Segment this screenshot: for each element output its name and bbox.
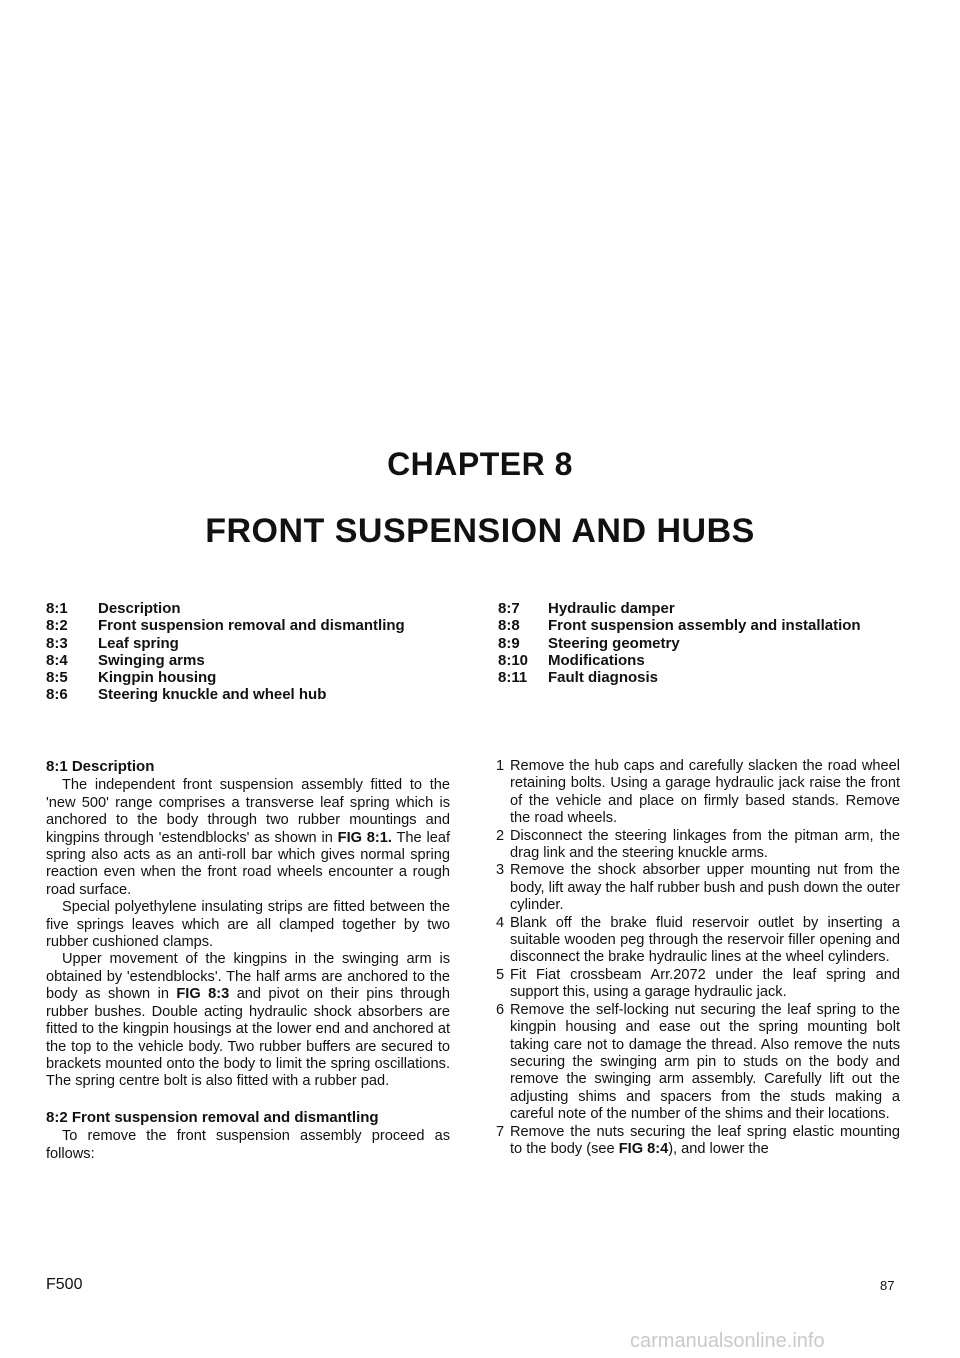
figure-reference: FIG 8:4 <box>618 1140 669 1157</box>
figure-reference: FIG 8:1. <box>337 829 392 846</box>
page-number: 87 <box>880 1278 895 1293</box>
section-spacer <box>46 1091 450 1109</box>
toc-item <box>498 652 918 669</box>
step-text: Remove the self-locking nut securing the leaf spring to the kingpin housing and ease out the spring mounting bolt taking care not to damage the thread. Also remove the nuts securing the swinging arm pin to studs on the body and remove the swinging arm assembly. Carefully lift out the adjusting shims and spacers from the studs making a careful note of the number of the shims and their locations. <box>510 1001 900 1123</box>
section-heading-description: 8:1 Description <box>46 758 155 775</box>
removal-intro-paragraph: To remove the front suspension assembly proceed as follows: <box>46 1128 450 1162</box>
step-text: Disconnect the steering linkages from the pitman arm, the drag link and the steering knuckle arms. <box>510 827 900 862</box>
step-number: 6 <box>496 1001 505 1018</box>
toc-item <box>46 635 466 652</box>
description-paragraph-3 <box>46 951 450 1090</box>
removal-step <box>496 862 900 914</box>
watermark-text: carmanualsonline.info <box>630 1330 825 1352</box>
toc-item-title: Leaf spring <box>98 634 179 652</box>
toc-item <box>46 600 466 617</box>
removal-step <box>496 828 900 863</box>
text-run: and pivot on their pins through rubber bushes. Double acting hydraulic shock absorbers are fitted to the kingpin housings at the lower end and anchored at the top to the vehicle body. Two rubber buffers are secured to brackets mounted onto the body to limit the spring oscillations. The spring centre bolt is also fitted with a rubber pad. <box>46 986 450 1090</box>
toc-item <box>46 617 466 634</box>
toc-item-number: 8:7 <box>498 600 520 617</box>
toc-item-number: 8:10 <box>498 651 529 669</box>
removal-step <box>496 1124 900 1159</box>
toc-item-number: 8:3 <box>46 634 68 652</box>
toc-item-number: 8:8 <box>498 617 520 635</box>
footer-model-code: F500 <box>46 1276 83 1293</box>
toc-item <box>46 652 466 669</box>
toc-item-title: Swinging arms <box>98 651 205 669</box>
toc-item-number: 8:6 <box>46 686 68 704</box>
toc-item <box>498 617 918 634</box>
removal-step <box>496 915 900 967</box>
step-number: 3 <box>496 862 505 879</box>
figure-reference: FIG 8:3 <box>176 986 230 1003</box>
toc-item-title: Modifications <box>548 651 645 669</box>
toc-item-title: Hydraulic damper <box>548 600 675 617</box>
removal-step <box>496 967 900 1002</box>
text-run: Upper movement of the kingpins in the swinging arm is obtained by 'estendblocks'. The half arms are anchored to the body as shown in <box>46 951 450 1003</box>
toc-item <box>498 600 918 617</box>
toc-item-title: Fault diagnosis <box>548 669 659 687</box>
toc-item-number: 8:9 <box>498 634 520 652</box>
toc-item-number: 8:5 <box>46 669 68 687</box>
text-run: ), and lower the <box>668 1140 769 1157</box>
toc-item-number: 8:11 <box>498 669 528 687</box>
toc-item <box>498 669 918 686</box>
toc-item-number: 8:1 <box>46 600 68 617</box>
toc-left-column <box>46 600 466 704</box>
step-number: 5 <box>496 966 505 983</box>
step-text: Remove the shock absorber upper mounting nut from the body, lift away the half rubber bush and push down the outer cylinder. <box>510 862 900 914</box>
toc-item <box>46 669 466 686</box>
body-left-column <box>46 758 450 1163</box>
toc-item-title: Steering geometry <box>548 634 680 652</box>
body-right-column <box>496 758 900 1158</box>
toc-item-number: 8:2 <box>46 617 68 635</box>
toc-item <box>46 686 466 703</box>
toc-item-title: Front suspension removal and dismantling <box>98 617 405 635</box>
step-text: Remove the hub caps and carefully slacken the road wheel retaining bolts. Using a garage hydraulic jack raise the front of the vehicle and place on firmly based stands. Remove the road wheels. <box>510 758 900 827</box>
step-text <box>510 1124 900 1159</box>
toc-item-number: 8:4 <box>46 651 68 669</box>
toc-right-column <box>498 600 918 686</box>
toc-item-title: Kingpin housing <box>98 669 217 687</box>
step-number: 2 <box>496 827 505 844</box>
toc-item-title: Steering knuckle and wheel hub <box>98 686 327 704</box>
toc-item-title: Front suspension assembly and installation <box>548 617 861 635</box>
text-run: The independent front suspension assembly fitted to the 'new 500' range comprises a transverse leaf spring which is anchored to the body through two rubber mountings and kingpins through 'estendblocks' as shown in <box>46 777 450 846</box>
description-paragraph-2: Special polyethylene insulating strips are fitted between the five springs leaves which are all clamped together by two rubber cushioned clamps. <box>46 899 450 951</box>
chapter-title: FRONT SUSPENSION AND HUBS <box>205 512 755 550</box>
step-text: Blank off the brake fluid reservoir outlet by inserting a suitable wooden peg through the reservoir filler opening and disconnect the brake hydraulic lines at the wheel cylinders. <box>510 914 900 966</box>
step-number: 1 <box>496 758 505 774</box>
chapter-number: CHAPTER 8 <box>387 446 573 482</box>
step-number: 4 <box>496 914 505 931</box>
text-run: The leaf spring also acts as an anti-roll bar which gives normal spring reaction even when the front road wheels encounter a rough road surface. <box>46 829 450 898</box>
toc-item-title: Description <box>98 600 181 617</box>
toc-item <box>498 635 918 652</box>
step-text: Fit Fiat crossbeam Arr.2072 under the leaf spring and support this, using a garage hydraulic jack. <box>510 966 900 1001</box>
removal-step <box>496 758 900 828</box>
description-paragraph-1 <box>46 777 450 899</box>
removal-step <box>496 1002 900 1124</box>
section-heading-removal: 8:2 Front suspension removal and dismantling <box>46 1108 379 1126</box>
step-number: 7 <box>496 1123 505 1140</box>
text-run: Remove the nuts securing the leaf spring elastic mounting to the body (see <box>510 1123 900 1157</box>
